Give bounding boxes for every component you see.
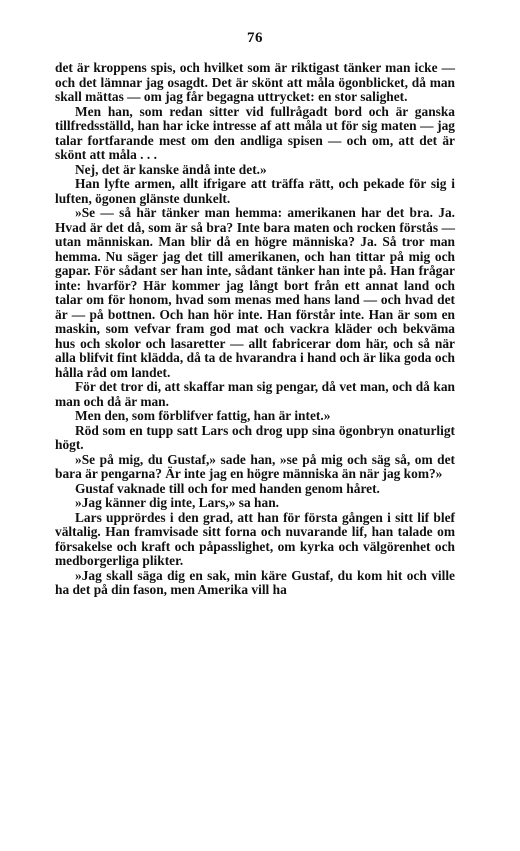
paragraph: Han lyfte armen, allt ifrigare att träffa rätt, och pekade för sig i luften, ögonen glänste dunkelt. <box>55 176 455 206</box>
paragraph: Men han, som redan sitter vid fullrågadt bord och är ganska tillfredsställd, han har icke intresse af att måla ut för sig maten — jag talar fortfarande mest om den andliga spisen — och om, att det är skönt att måla . . . <box>55 103 455 162</box>
paragraph: Gustaf vaknade till och for med handen genom håret. <box>75 480 380 496</box>
paragraph: »Se på mig, du Gustaf,» sade han, »se på mig och säg så, om det bara är pengarna? Är inte jag en högre människa än när jag kom?» <box>55 451 455 481</box>
paragraph: Röd som en tupp satt Lars och drog upp sina ögonbryn onaturligt högt. <box>55 422 455 452</box>
page-number: 76 <box>247 30 263 46</box>
paragraph: Nej, det är kanske ändå inte det.» <box>75 161 267 177</box>
book-page <box>55 30 455 598</box>
paragraph: För det tror di, att skaffar man sig pengar, då vet man, och då kan man och då är man. <box>55 379 455 409</box>
paragraph: det är kroppens spis, och hvilket som är riktigast tänker man icke — och det lämnar jag osagdt. Det är skönt att måla ögonblicket, då man skall mättas — om jag får begagna uttrycket: en stor salighet. <box>55 60 455 104</box>
paragraph: »Se — så här tänker man hemma: amerikanen har det bra. Ja. Hvad är det då, som är så bra? Inte bara maten och rocken förstås — utan människan. Man blir då en högre människa? Ja. Så tror man hemma. Nu säger jag det till amerikanen, och han tittar på mig och gapar. För sådant ser han inte, sådant tänker han inte på. Han frågar inte: hvarför? Här kommer jag långt bort från ett annat land och talar om för honom, hvad som menas med hans land — och hvad det är — på bottnen. Och han hör inte. Han förstår inte. Han är som en maskin, som vefvar fram god mat och vackra kläder och bekväma hus och skolor och lasaretter — allt fabricerar dom här, och så när alla blifvit fint klädda, då ta de hvarandra i hand och är lika goda och hålla råd om landet. <box>55 205 455 380</box>
paragraph: Lars upprördes i den grad, att han för första gången i sitt lif blef vältalig. Han framvisade sitt forna och nuvarande lif, han talade om försakelse och kraft och påpasslighet, om kyrka och välgörenhet och medborgerliga plikter. <box>55 509 455 568</box>
body-text <box>55 61 455 598</box>
paragraph: Men den, som förblifver fattig, han är intet.» <box>75 408 331 423</box>
paragraph: »Jag skall säga dig en sak, min käre Gustaf, du kom hit och ville ha det på din fason, men Amerika vill ha <box>55 567 455 597</box>
paragraph: »Jag känner dig inte, Lars,» sa han. <box>75 495 279 510</box>
